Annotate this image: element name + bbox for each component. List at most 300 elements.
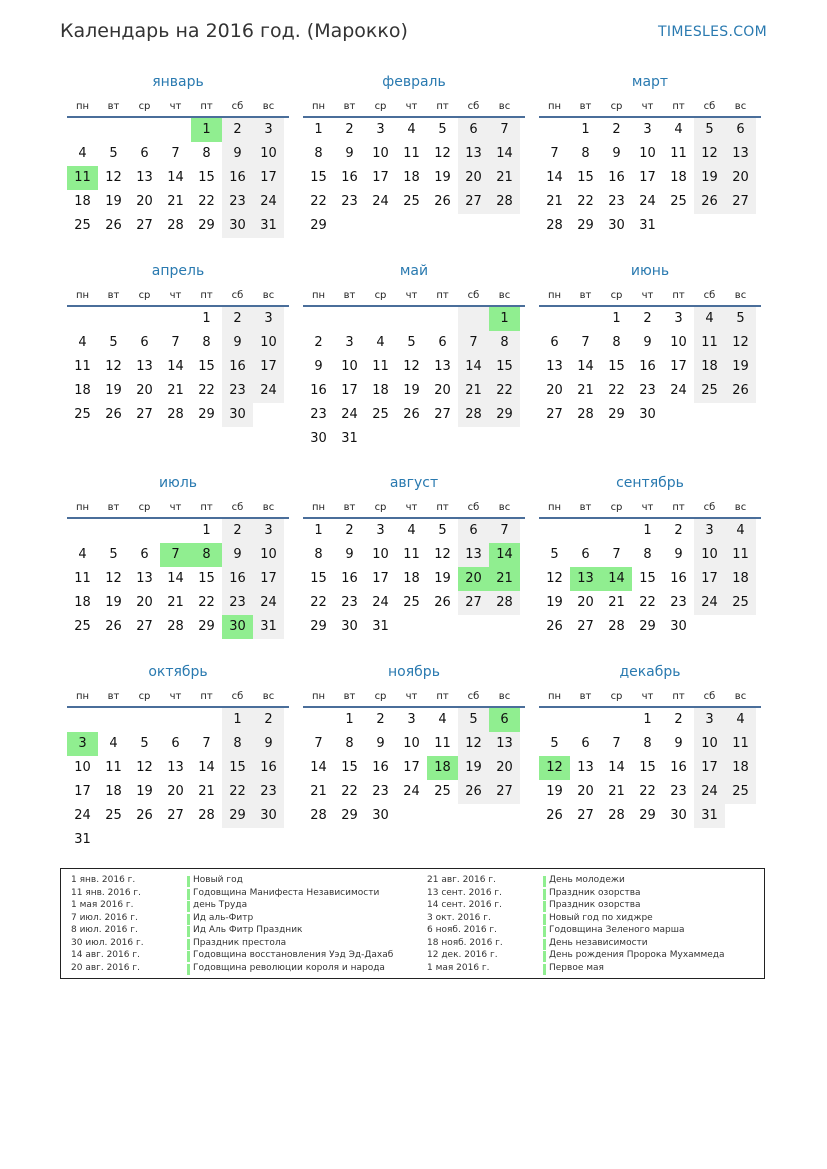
holiday-day-cell[interactable]: 14 [489,543,520,567]
day-cell[interactable]: 4 [674,122,683,137]
day-cell[interactable]: 11 [372,359,389,374]
day-cell[interactable]: 22 [310,595,327,610]
day-cell[interactable]: 2 [376,712,385,727]
day-cell[interactable]: 30 [639,407,656,422]
day-cell[interactable]: 24 [74,808,91,823]
day-cell[interactable]: 19 [403,383,420,398]
day-cell[interactable]: 13 [434,359,451,374]
day-cell[interactable]: 7 [202,736,211,751]
day-cell[interactable]: 3 [407,712,416,727]
day-cell[interactable]: 8 [314,547,323,562]
day-cell[interactable]: 8 [612,335,621,350]
day-cell[interactable]: 2 [253,708,284,732]
day-cell[interactable]: 27 [725,190,756,214]
day-cell[interactable]: 8 [581,146,590,161]
day-cell[interactable]: 18 [403,170,420,185]
day-cell[interactable]: 1 [643,712,652,727]
day-cell[interactable]: 7 [489,118,520,142]
day-cell[interactable]: 23 [639,383,656,398]
day-cell[interactable]: 17 [372,170,389,185]
day-cell[interactable]: 10 [341,359,358,374]
day-cell[interactable]: 15 [639,760,656,775]
day-cell[interactable]: 20 [136,383,153,398]
day-cell[interactable]: 5 [725,307,756,331]
day-cell[interactable]: 16 [222,355,253,379]
day-cell[interactable]: 7 [458,331,489,355]
day-cell[interactable]: 11 [694,331,725,355]
day-cell[interactable]: 5 [438,122,447,137]
day-cell[interactable]: 27 [458,190,489,214]
day-cell[interactable]: 12 [725,331,756,355]
day-cell[interactable]: 20 [577,595,594,610]
day-cell[interactable]: 12 [403,359,420,374]
day-cell[interactable]: 10 [74,760,91,775]
day-cell[interactable]: 29 [608,407,625,422]
day-cell[interactable]: 16 [310,383,327,398]
day-cell[interactable]: 26 [105,619,122,634]
day-cell[interactable]: 10 [694,732,725,756]
day-cell[interactable]: 29 [310,619,327,634]
day-cell[interactable]: 6 [438,335,447,350]
day-cell[interactable]: 16 [372,760,389,775]
day-cell[interactable]: 26 [694,190,725,214]
day-cell[interactable]: 12 [105,170,122,185]
day-cell[interactable]: 21 [167,383,184,398]
holiday-day-cell[interactable]: 6 [489,708,520,732]
day-cell[interactable]: 24 [639,194,656,209]
day-cell[interactable]: 29 [489,403,520,427]
day-cell[interactable]: 11 [725,543,756,567]
day-cell[interactable]: 24 [694,780,725,804]
day-cell[interactable]: 5 [694,118,725,142]
day-cell[interactable]: 26 [403,407,420,422]
day-cell[interactable]: 30 [341,619,358,634]
day-cell[interactable]: 5 [109,335,118,350]
day-cell[interactable]: 23 [608,194,625,209]
day-cell[interactable]: 2 [345,523,354,538]
day-cell[interactable]: 2 [612,122,621,137]
day-cell[interactable]: 8 [222,732,253,756]
day-cell[interactable]: 15 [198,359,215,374]
day-cell[interactable]: 22 [577,194,594,209]
day-cell[interactable]: 14 [458,355,489,379]
day-cell[interactable]: 18 [403,571,420,586]
day-cell[interactable]: 1 [222,708,253,732]
day-cell[interactable]: 25 [372,407,389,422]
day-cell[interactable]: 30 [253,804,284,828]
day-cell[interactable]: 10 [694,543,725,567]
day-cell[interactable]: 29 [577,218,594,233]
day-cell[interactable]: 29 [198,407,215,422]
day-cell[interactable]: 8 [202,335,211,350]
day-cell[interactable]: 22 [608,383,625,398]
day-cell[interactable]: 19 [105,383,122,398]
holiday-day-cell[interactable]: 3 [67,732,98,756]
day-cell[interactable]: 28 [608,808,625,823]
day-cell[interactable]: 17 [74,784,91,799]
day-cell[interactable]: 20 [546,383,563,398]
day-cell[interactable]: 12 [105,359,122,374]
day-cell[interactable]: 20 [725,166,756,190]
day-cell[interactable]: 11 [725,732,756,756]
day-cell[interactable]: 2 [674,523,683,538]
day-cell[interactable]: 20 [136,194,153,209]
day-cell[interactable]: 8 [202,146,211,161]
day-cell[interactable]: 7 [314,736,323,751]
day-cell[interactable]: 15 [639,571,656,586]
day-cell[interactable]: 25 [403,595,420,610]
day-cell[interactable]: 5 [109,146,118,161]
day-cell[interactable]: 6 [550,335,559,350]
day-cell[interactable]: 14 [167,170,184,185]
day-cell[interactable]: 28 [167,619,184,634]
day-cell[interactable]: 26 [546,808,563,823]
holiday-day-cell[interactable]: 11 [67,166,98,190]
holiday-day-cell[interactable]: 8 [191,543,222,567]
day-cell[interactable]: 11 [670,146,687,161]
day-cell[interactable]: 22 [489,379,520,403]
day-cell[interactable]: 4 [78,146,87,161]
day-cell[interactable]: 14 [489,142,520,166]
day-cell[interactable]: 21 [458,379,489,403]
day-cell[interactable]: 13 [725,142,756,166]
day-cell[interactable]: 28 [546,218,563,233]
day-cell[interactable]: 24 [694,591,725,615]
day-cell[interactable]: 19 [458,756,489,780]
day-cell[interactable]: 19 [136,784,153,799]
day-cell[interactable]: 16 [608,170,625,185]
day-cell[interactable]: 9 [222,142,253,166]
day-cell[interactable]: 1 [314,122,323,137]
day-cell[interactable]: 20 [167,784,184,799]
day-cell[interactable]: 22 [639,784,656,799]
day-cell[interactable]: 10 [639,146,656,161]
day-cell[interactable]: 24 [253,190,284,214]
day-cell[interactable]: 18 [694,355,725,379]
day-cell[interactable]: 25 [403,194,420,209]
day-cell[interactable]: 9 [376,736,385,751]
day-cell[interactable]: 11 [403,547,420,562]
site-link[interactable]: TIMESLES.COM [658,24,767,40]
day-cell[interactable]: 19 [546,784,563,799]
day-cell[interactable]: 26 [105,218,122,233]
day-cell[interactable]: 31 [74,832,91,847]
day-cell[interactable]: 4 [694,307,725,331]
day-cell[interactable]: 14 [198,760,215,775]
day-cell[interactable]: 18 [725,567,756,591]
day-cell[interactable]: 19 [105,194,122,209]
day-cell[interactable]: 24 [403,784,420,799]
day-cell[interactable]: 10 [253,331,284,355]
day-cell[interactable]: 3 [376,523,385,538]
day-cell[interactable]: 3 [253,307,284,331]
day-cell[interactable]: 18 [725,756,756,780]
day-cell[interactable]: 27 [546,407,563,422]
day-cell[interactable]: 17 [694,567,725,591]
day-cell[interactable]: 14 [546,170,563,185]
day-cell[interactable]: 4 [78,335,87,350]
day-cell[interactable]: 3 [253,519,284,543]
day-cell[interactable]: 22 [310,194,327,209]
day-cell[interactable]: 18 [74,383,91,398]
day-cell[interactable]: 12 [458,732,489,756]
day-cell[interactable]: 31 [694,804,725,828]
day-cell[interactable]: 3 [694,708,725,732]
day-cell[interactable]: 9 [674,547,683,562]
day-cell[interactable]: 22 [222,780,253,804]
day-cell[interactable]: 13 [458,543,489,567]
day-cell[interactable]: 20 [458,166,489,190]
holiday-day-cell[interactable]: 1 [489,307,520,331]
day-cell[interactable]: 1 [202,311,211,326]
day-cell[interactable]: 8 [489,331,520,355]
day-cell[interactable]: 25 [74,619,91,634]
day-cell[interactable]: 2 [314,335,323,350]
day-cell[interactable]: 6 [458,118,489,142]
day-cell[interactable]: 12 [694,142,725,166]
day-cell[interactable]: 28 [577,407,594,422]
day-cell[interactable]: 17 [253,355,284,379]
day-cell[interactable]: 31 [341,431,358,446]
day-cell[interactable]: 21 [546,194,563,209]
day-cell[interactable]: 21 [167,194,184,209]
day-cell[interactable]: 28 [489,591,520,615]
day-cell[interactable]: 16 [639,359,656,374]
day-cell[interactable]: 28 [198,808,215,823]
day-cell[interactable]: 5 [109,547,118,562]
day-cell[interactable]: 23 [670,595,687,610]
day-cell[interactable]: 21 [310,784,327,799]
day-cell[interactable]: 13 [489,732,520,756]
day-cell[interactable]: 4 [109,736,118,751]
day-cell[interactable]: 17 [670,359,687,374]
day-cell[interactable]: 4 [376,335,385,350]
day-cell[interactable]: 3 [694,519,725,543]
day-cell[interactable]: 19 [694,166,725,190]
day-cell[interactable]: 1 [314,523,323,538]
day-cell[interactable]: 23 [253,780,284,804]
day-cell[interactable]: 15 [489,355,520,379]
day-cell[interactable]: 9 [222,331,253,355]
day-cell[interactable]: 8 [643,736,652,751]
holiday-day-cell[interactable]: 1 [191,118,222,142]
day-cell[interactable]: 25 [434,784,451,799]
day-cell[interactable]: 8 [314,146,323,161]
day-cell[interactable]: 12 [136,760,153,775]
day-cell[interactable]: 30 [372,808,389,823]
day-cell[interactable]: 19 [434,571,451,586]
day-cell[interactable]: 31 [253,214,284,238]
day-cell[interactable]: 16 [341,170,358,185]
day-cell[interactable]: 7 [612,547,621,562]
day-cell[interactable]: 1 [202,523,211,538]
day-cell[interactable]: 14 [608,760,625,775]
day-cell[interactable]: 30 [222,403,253,427]
day-cell[interactable]: 1 [643,523,652,538]
day-cell[interactable]: 22 [198,383,215,398]
day-cell[interactable]: 7 [171,335,180,350]
day-cell[interactable]: 27 [577,619,594,634]
day-cell[interactable]: 27 [434,407,451,422]
day-cell[interactable]: 5 [438,523,447,538]
day-cell[interactable]: 30 [222,214,253,238]
holiday-day-cell[interactable]: 30 [222,615,253,639]
holiday-day-cell[interactable]: 13 [570,567,601,591]
day-cell[interactable]: 2 [674,712,683,727]
day-cell[interactable]: 19 [546,595,563,610]
day-cell[interactable]: 9 [612,146,621,161]
day-cell[interactable]: 28 [167,218,184,233]
day-cell[interactable]: 17 [341,383,358,398]
day-cell[interactable]: 21 [577,383,594,398]
day-cell[interactable]: 10 [372,146,389,161]
day-cell[interactable]: 3 [643,122,652,137]
day-cell[interactable]: 11 [74,571,91,586]
day-cell[interactable]: 7 [171,146,180,161]
day-cell[interactable]: 6 [725,118,756,142]
day-cell[interactable]: 21 [198,784,215,799]
holiday-day-cell[interactable]: 18 [427,756,458,780]
day-cell[interactable]: 30 [608,218,625,233]
day-cell[interactable]: 18 [670,170,687,185]
day-cell[interactable]: 15 [310,170,327,185]
day-cell[interactable]: 31 [639,218,656,233]
day-cell[interactable]: 25 [670,194,687,209]
day-cell[interactable]: 29 [341,808,358,823]
day-cell[interactable]: 21 [608,784,625,799]
day-cell[interactable]: 13 [577,760,594,775]
day-cell[interactable]: 26 [434,194,451,209]
day-cell[interactable]: 9 [222,543,253,567]
day-cell[interactable]: 28 [310,808,327,823]
day-cell[interactable]: 26 [434,595,451,610]
day-cell[interactable]: 25 [694,379,725,403]
day-cell[interactable]: 24 [670,383,687,398]
day-cell[interactable]: 16 [670,760,687,775]
day-cell[interactable]: 2 [222,519,253,543]
day-cell[interactable]: 14 [577,359,594,374]
day-cell[interactable]: 22 [198,595,215,610]
day-cell[interactable]: 2 [643,311,652,326]
day-cell[interactable]: 6 [581,736,590,751]
day-cell[interactable]: 28 [489,190,520,214]
day-cell[interactable]: 26 [136,808,153,823]
day-cell[interactable]: 1 [581,122,590,137]
day-cell[interactable]: 3 [674,311,683,326]
day-cell[interactable]: 23 [341,194,358,209]
day-cell[interactable]: 13 [458,142,489,166]
day-cell[interactable]: 24 [253,379,284,403]
day-cell[interactable]: 6 [581,547,590,562]
day-cell[interactable]: 31 [372,619,389,634]
day-cell[interactable]: 18 [372,383,389,398]
day-cell[interactable]: 20 [434,383,451,398]
day-cell[interactable]: 11 [434,736,451,751]
day-cell[interactable]: 11 [105,760,122,775]
day-cell[interactable]: 22 [198,194,215,209]
day-cell[interactable]: 29 [639,808,656,823]
day-cell[interactable]: 28 [167,407,184,422]
day-cell[interactable]: 23 [341,595,358,610]
day-cell[interactable]: 23 [670,784,687,799]
day-cell[interactable]: 9 [345,146,354,161]
day-cell[interactable]: 17 [253,567,284,591]
day-cell[interactable]: 16 [341,571,358,586]
day-cell[interactable]: 15 [341,760,358,775]
day-cell[interactable]: 29 [310,218,327,233]
day-cell[interactable]: 7 [550,146,559,161]
day-cell[interactable]: 17 [639,170,656,185]
day-cell[interactable]: 6 [458,519,489,543]
day-cell[interactable]: 2 [345,122,354,137]
day-cell[interactable]: 23 [372,784,389,799]
day-cell[interactable]: 8 [643,547,652,562]
day-cell[interactable]: 28 [608,619,625,634]
day-cell[interactable]: 12 [434,146,451,161]
day-cell[interactable]: 13 [136,170,153,185]
day-cell[interactable]: 3 [253,118,284,142]
day-cell[interactable]: 16 [253,756,284,780]
day-cell[interactable]: 20 [489,756,520,780]
day-cell[interactable]: 5 [550,736,559,751]
day-cell[interactable]: 30 [310,431,327,446]
day-cell[interactable]: 4 [725,708,756,732]
day-cell[interactable]: 27 [577,808,594,823]
day-cell[interactable]: 11 [403,146,420,161]
day-cell[interactable]: 21 [608,595,625,610]
day-cell[interactable]: 12 [546,571,563,586]
day-cell[interactable]: 17 [403,760,420,775]
day-cell[interactable]: 19 [105,595,122,610]
day-cell[interactable]: 13 [167,760,184,775]
day-cell[interactable]: 9 [314,359,323,374]
day-cell[interactable]: 27 [167,808,184,823]
holiday-day-cell[interactable]: 7 [160,543,191,567]
day-cell[interactable]: 4 [407,122,416,137]
day-cell[interactable]: 23 [222,190,253,214]
day-cell[interactable]: 4 [725,519,756,543]
day-cell[interactable]: 29 [639,619,656,634]
day-cell[interactable]: 15 [310,571,327,586]
day-cell[interactable]: 10 [670,335,687,350]
day-cell[interactable]: 20 [136,595,153,610]
day-cell[interactable]: 6 [140,335,149,350]
day-cell[interactable]: 15 [608,359,625,374]
day-cell[interactable]: 29 [198,619,215,634]
day-cell[interactable]: 8 [345,736,354,751]
day-cell[interactable]: 26 [458,780,489,804]
day-cell[interactable]: 23 [222,379,253,403]
day-cell[interactable]: 30 [670,619,687,634]
day-cell[interactable]: 18 [74,595,91,610]
day-cell[interactable]: 5 [550,547,559,562]
day-cell[interactable]: 18 [105,784,122,799]
day-cell[interactable]: 14 [167,571,184,586]
holiday-day-cell[interactable]: 12 [539,756,570,780]
day-cell[interactable]: 14 [310,760,327,775]
day-cell[interactable]: 24 [372,595,389,610]
day-cell[interactable]: 13 [136,359,153,374]
day-cell[interactable]: 7 [489,519,520,543]
day-cell[interactable]: 20 [577,784,594,799]
day-cell[interactable]: 15 [222,756,253,780]
day-cell[interactable]: 13 [136,571,153,586]
day-cell[interactable]: 2 [222,118,253,142]
day-cell[interactable]: 3 [376,122,385,137]
day-cell[interactable]: 4 [438,712,447,727]
day-cell[interactable]: 16 [670,571,687,586]
day-cell[interactable]: 25 [74,407,91,422]
